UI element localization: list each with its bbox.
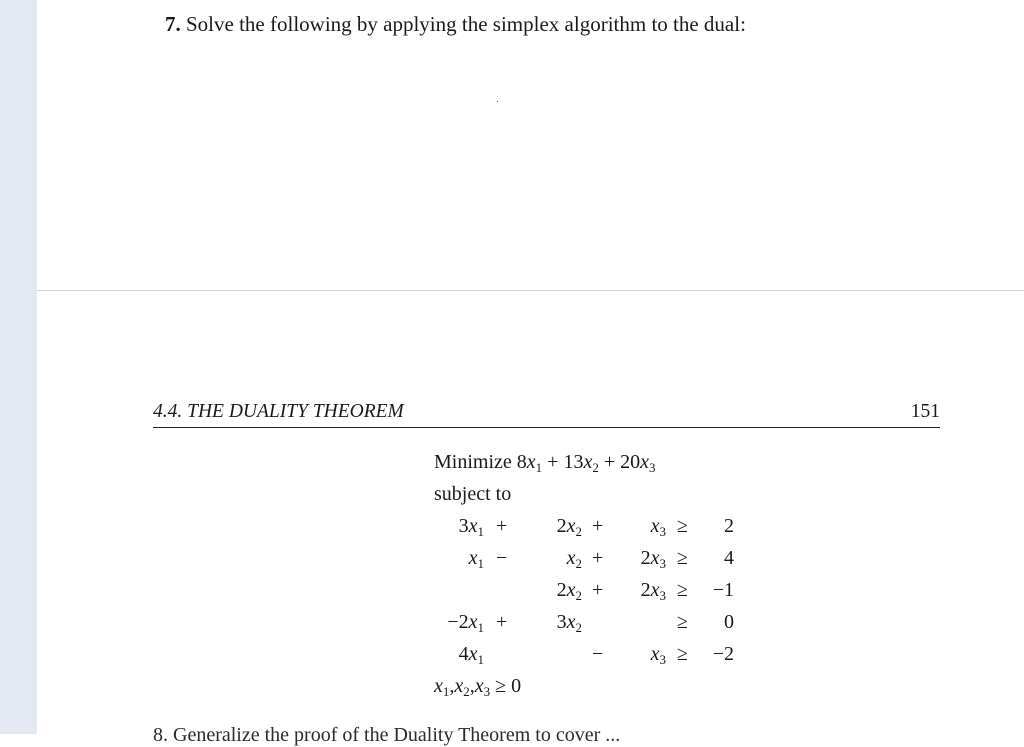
- term-x1: $x_1$: [468, 547, 484, 571]
- viewer-side-strip: [0, 0, 37, 734]
- term-x2: $x_2$: [566, 547, 582, 571]
- section-title: 4.4. THE DUALITY THEOREM: [153, 401, 404, 422]
- operator: +: [496, 515, 508, 537]
- subject-to-label: subject to: [434, 483, 512, 505]
- exercise-number: 7.: [165, 12, 181, 36]
- term-x3: $x_3$: [650, 643, 666, 667]
- operator: −: [496, 547, 508, 569]
- exercise-text: Solve the following by applying the simplex algorithm to the dual:: [186, 12, 746, 36]
- relation-symbol: ≥: [677, 547, 688, 569]
- objective-word: Minimize: [434, 451, 512, 473]
- operator: +: [592, 515, 604, 537]
- objective-line: [434, 451, 656, 474]
- operator: +: [592, 579, 604, 601]
- term-x3: $2x_3$: [640, 547, 666, 571]
- term-x2: $3x_2$: [556, 611, 582, 635]
- term-x3: $x_3$: [650, 515, 666, 539]
- page-break-divider: [37, 290, 1024, 291]
- right-hand-side: −2: [712, 643, 734, 665]
- right-hand-side: 4: [724, 547, 734, 569]
- running-head: [153, 400, 940, 428]
- cut-off-next-exercise: 8. Generalize the proof of the Duality Theorem to cover ...: [153, 724, 621, 746]
- right-hand-side: −1: [712, 579, 734, 601]
- term-x1: $3x_1$: [458, 515, 484, 539]
- objective-expression: $8x_1 + 13x_2 + 20x_3$: [516, 451, 656, 475]
- operator: +: [496, 611, 508, 633]
- relation-symbol: ≥: [677, 643, 688, 665]
- page-number: 151: [910, 401, 940, 422]
- operator: +: [592, 547, 604, 569]
- nonnegativity-constraint: $x_1,x_2,x_3 \ge 0$: [434, 675, 522, 699]
- relation-symbol: ≥: [677, 515, 688, 537]
- scan-speck: [497, 101, 498, 102]
- exercise-7: [165, 12, 746, 37]
- right-hand-side: 0: [724, 611, 734, 633]
- term-x3: $2x_3$: [640, 579, 666, 603]
- term-x1: $-2x_1$: [447, 611, 484, 635]
- right-hand-side: 2: [724, 515, 734, 537]
- relation-symbol: ≥: [677, 611, 688, 633]
- term-x2: $2x_2$: [556, 515, 582, 539]
- relation-symbol: ≥: [677, 579, 688, 601]
- previous-page-bottom: [37, 0, 1024, 290]
- term-x1: $4x_1$: [458, 643, 484, 667]
- term-x2: $2x_2$: [556, 579, 582, 603]
- operator: −: [592, 643, 604, 665]
